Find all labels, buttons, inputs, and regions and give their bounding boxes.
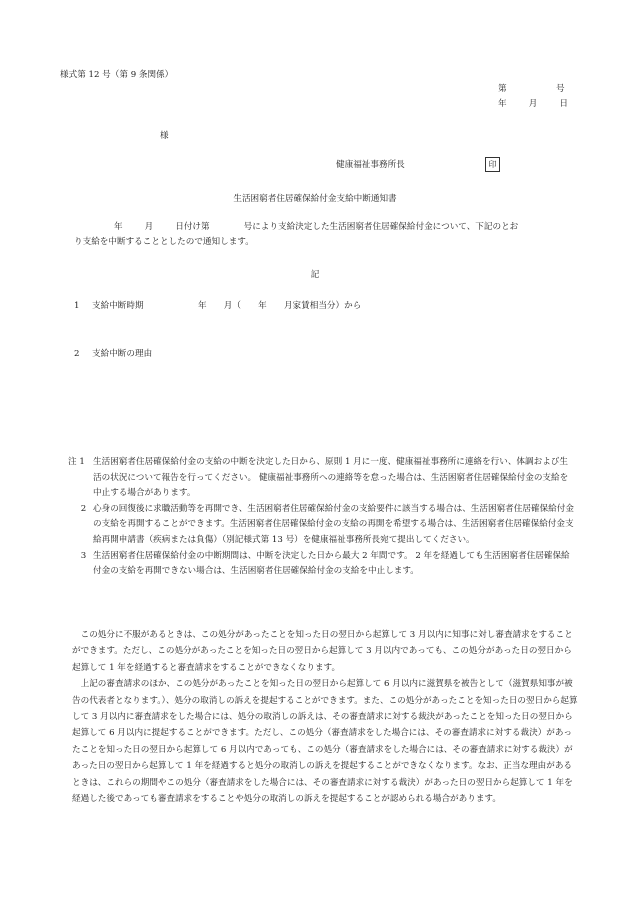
notice-body	[74, 220, 572, 250]
note-item	[74, 502, 576, 549]
form-number: 様式第 12 号（第 9 条関係）	[60, 70, 174, 80]
doc-number-label: 第	[498, 84, 507, 94]
doc-number-suffix: 号	[556, 84, 565, 94]
item-number: 1	[74, 301, 80, 311]
item-number: 2	[74, 349, 80, 359]
date-month: 月	[528, 99, 538, 109]
note-item	[68, 455, 576, 502]
item-label: 支給中断の理由	[92, 349, 153, 359]
appeal-paragraph: この処分に不服があるときは、この処分があったことを知った日の翌日から起算して 3 月以内に知事に対し審査請求をすることができます。ただし、この処分があったことを知った日の翌日から起算して 3 月以内であっても、この処分があった日の翌日から起算して 1 年を経過すると審査請求をすることができなくなります。	[72, 630, 573, 673]
item-value: 年 月（ 年 月家賃相当分）から	[198, 301, 362, 311]
appeal-notice	[72, 627, 578, 807]
body-text-line2: り支給を中断することとしたので通知します。	[74, 237, 254, 247]
notes-section	[68, 455, 576, 580]
document-title: 生活困窮者住居確保給付金支給中断通知書	[233, 194, 397, 204]
note-label: 2	[80, 503, 87, 514]
note-label: 3	[80, 550, 87, 561]
note-label: 注 1	[68, 457, 85, 467]
date-year: 年	[498, 99, 507, 109]
item-suspension-period	[74, 299, 361, 313]
item-suspension-reason	[74, 347, 198, 361]
issuer: 健康福祉事務所長	[336, 160, 405, 170]
body-text-line1: 号により支給決定した生活困窮者住居確保給付金について、下記のとお	[243, 222, 519, 232]
note-text: 生活困窮者住居確保給付金の中断期間は、中断を決定した日から最大 2 年間です。 2 年を経過しても生活困窮者住居確保給付金の支給を再開できない場合は、生活困窮者住居確保給付金の支給を中止します。	[93, 550, 570, 577]
note-text: 生活困窮者住居確保給付金の支給の中断を決定した日から、原則 1 月に一度、健康福祉事務所に連絡を行い、体調および生活の状況について報告を行ってください。 健康福祉事務所への連絡等を怠った場合は、生活困窮者住居確保給付金の支給を中止する場合があります。	[93, 457, 569, 499]
issue-date	[498, 97, 568, 111]
body-day-ref: 日付け第	[175, 222, 210, 232]
note-item	[74, 549, 576, 580]
item-label: 支給中断時期	[92, 301, 144, 311]
appeal-paragraph: 上記の審査請求のほか、この処分があったことを知った日の翌日から起算して 6 月以内に滋賀県を被告として（滋賀県知事が被告の代表者となります。）、処分の取消しの訴えを提起することができます。また、この処分があったことを知った日の翌日から起算して 3 月以内に審査請求をした場合には、処分の取消しの訴えは、その審査請求に対する裁決があったことを知った日の翌日から起算して 6 月以内に提起することができます。ただし、この処分（審査請求をした場合には、その審査請求に対する裁決）があったことを知った日の翌日から起算して 6 月以内であっても、この処分（審査請求をした場合には、その審査請求に対する裁決）があった日の翌日から起算して 1 年を経過すると処分の取消しの訴えを提起することができなくなります。なお、正当な理由があるときは、これらの期間やこの処分（審査請求をした場合には、その審査請求に対する裁決）があった日の翌日から起算して 1 年を経過した後であっても審査請求をすることや処分の取消しの訴えを提起することが認められる場合があります。	[72, 679, 578, 805]
date-day: 日	[559, 99, 568, 109]
body-month: 月	[144, 222, 154, 232]
seal-mark: 印	[485, 157, 500, 172]
body-year: 年	[114, 222, 123, 232]
note-text: 心身の回復後に求職活動等を再開でき、生活困窮者住居確保給付金の支給要件に該当する場合は、生活困窮者住居確保給付金の支給を再開することができます。生活困窮者住居確保給付金の支給の再開を希望する場合は、生活困窮者住居確保給付金支給再開申請書（疾病または負傷）（別記様式第 13 号）を健康福祉事務所長宛て提出してください。	[93, 503, 574, 545]
ki-heading: 記	[310, 270, 320, 280]
addressee: 様	[160, 131, 169, 141]
